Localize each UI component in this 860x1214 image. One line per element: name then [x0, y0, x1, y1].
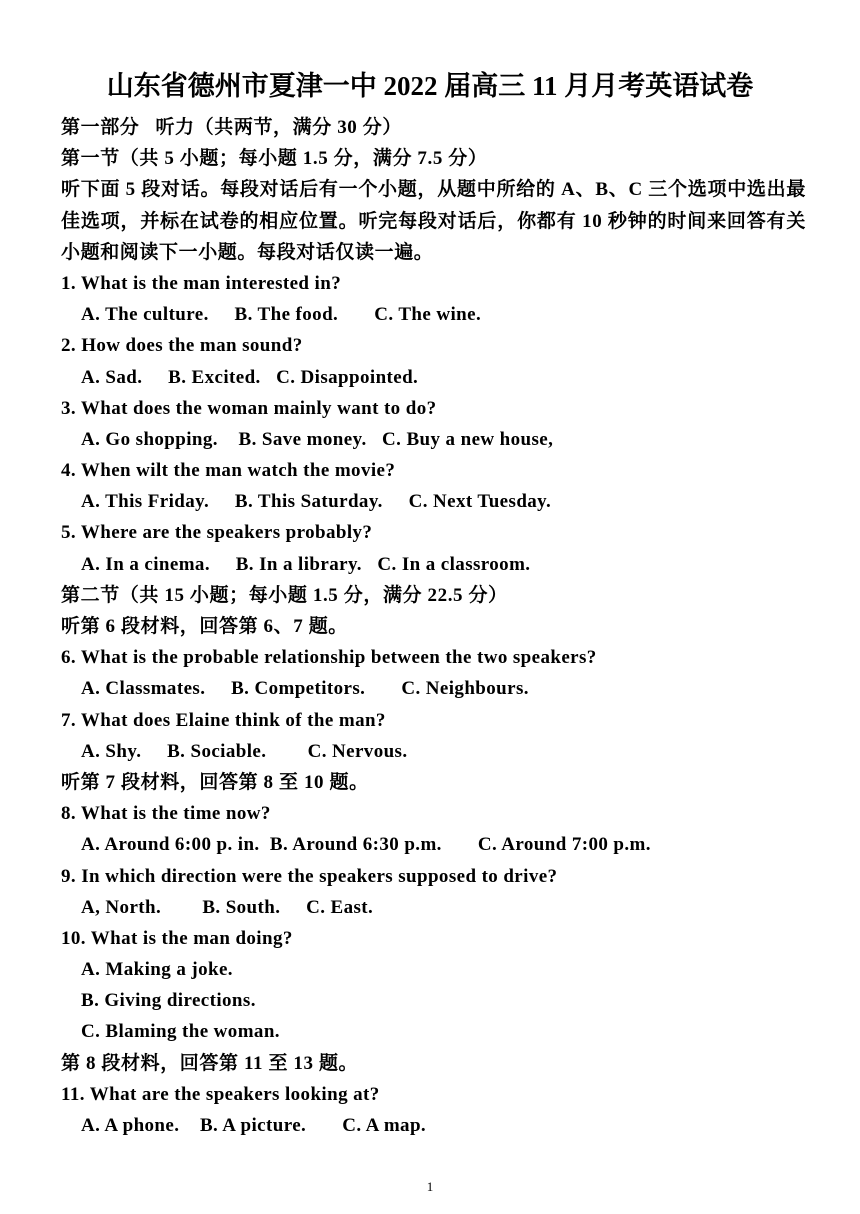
material7-heading: 听第 7 段材料，回答第 8 至 10 题。 — [61, 771, 369, 793]
question-stem-1: 1. What is the man interested in? — [61, 272, 342, 294]
section1-heading: 第一节（共 5 小题；每小题 1.5 分，满分 7.5 分） — [61, 148, 488, 170]
question-option-10b: B. Giving directions. — [81, 990, 256, 1012]
question-option-10a: A. Making a joke. — [81, 959, 233, 981]
question-stem-9: 9. In which direction were the speakers supposed to drive? — [61, 865, 558, 887]
question-stem-7: 7. What does Elaine think of the man? — [61, 709, 386, 731]
document-title: 山东省德州市夏津一中 2022 届高三 11 月月考英语试卷 — [106, 71, 754, 101]
question-options-5: A. In a cinema. B. In a library. C. In a classroom. — [81, 553, 531, 575]
question-stem-2: 2. How does the man sound? — [61, 335, 303, 357]
question-stem-4: 4. When wilt the man watch the movie? — [61, 460, 396, 482]
question-stem-10: 10. What is the man doing? — [61, 927, 293, 949]
section2-heading: 第二节（共 15 小题；每小题 1.5 分，满分 22.5 分） — [61, 584, 508, 606]
question-options-1: A. The culture. B. The food. C. The wine. — [81, 304, 482, 326]
question-options-3: A. Go shopping. B. Save money. C. Buy a new house, — [81, 428, 554, 450]
exam-content — [61, 112, 806, 1141]
material6-heading: 听第 6 段材料，回答第 6、7 题。 — [61, 616, 348, 638]
question-options-11: A. A phone. B. A picture. C. A map. — [81, 1115, 427, 1137]
question-options-2: A. Sad. B. Excited. C. Disappointed. — [81, 366, 419, 388]
question-stem-5: 5. Where are the speakers probably? — [61, 522, 373, 544]
question-options-9: A, North. B. South. C. East. — [81, 896, 374, 918]
question-options-4: A. This Friday. B. This Saturday. C. Next Tuesday. — [81, 491, 552, 513]
question-options-7: A. Shy. B. Sociable. C. Nervous. — [81, 740, 408, 762]
question-options-6: A. Classmates. B. Competitors. C. Neighbours. — [81, 678, 529, 700]
section1-instructions: 听下面 5 段对话。每段对话后有一个小题，从题中所给的 A、B、C 三个选项中选出最佳选项，并标在试卷的相应位置。听完每段对话后，你都有 10 秒钟的时间来回答有关小题和阅读下一小题。每段对话仅读一遍。 — [61, 179, 806, 263]
question-options-8: A. Around 6:00 p. in. B. Around 6:30 p.m. C. Around 7:00 p.m. — [81, 834, 651, 856]
material8-heading: 第 8 段材料，回答第 11 至 13 题。 — [61, 1052, 359, 1074]
part1-heading: 第一部分 听力（共两节，满分 30 分） — [61, 117, 402, 138]
page-number: 1 — [426, 1179, 434, 1194]
question-stem-3: 3. What does the woman mainly want to do? — [61, 397, 437, 419]
question-option-10c: C. Blaming the woman. — [81, 1021, 280, 1043]
question-stem-11: 11. What are the speakers looking at? — [61, 1083, 380, 1105]
question-stem-8: 8. What is the time now? — [61, 803, 271, 825]
question-stem-6: 6. What is the probable relationship between the two speakers? — [61, 647, 597, 669]
